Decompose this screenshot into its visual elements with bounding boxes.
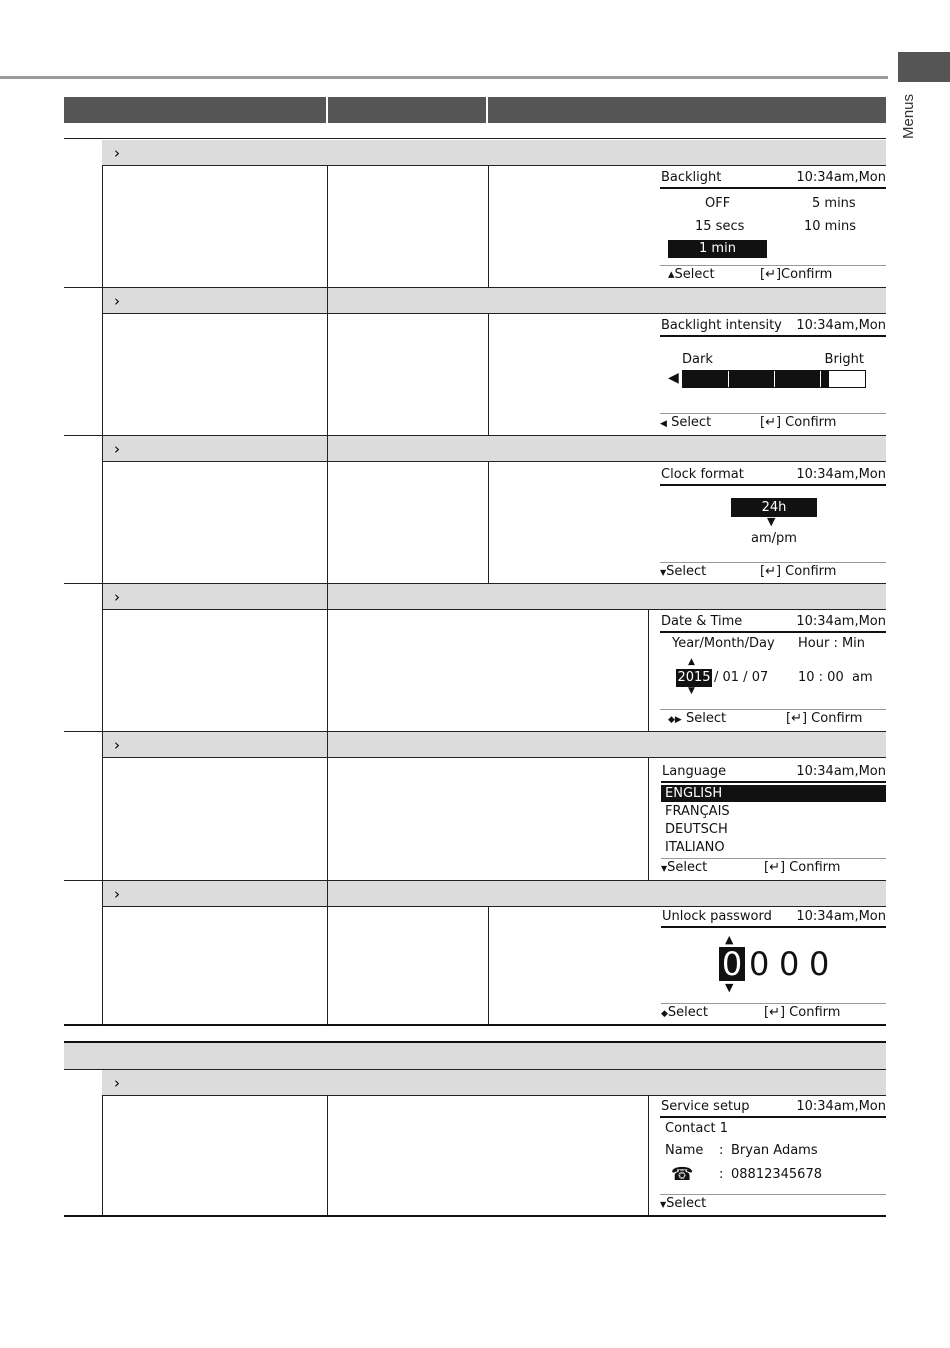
divider	[102, 461, 886, 462]
language-item[interactable]: FRANÇAIS	[665, 804, 730, 819]
screen-title: Date & Time	[661, 614, 743, 629]
footer-select: ▴Select	[668, 267, 715, 282]
screen-title: Language	[662, 764, 727, 779]
submenu-row-service: ›	[102, 1070, 886, 1096]
down-arrow-icon: ▼	[660, 568, 667, 577]
language-item[interactable]: ITALIANO	[665, 840, 725, 855]
footer-select: ▼Select	[661, 860, 708, 875]
column-line	[327, 165, 328, 1025]
footer-confirm: [↵]Confirm	[760, 267, 833, 282]
intensity-slider[interactable]	[682, 370, 866, 388]
divider	[64, 731, 886, 732]
password-digit-selected[interactable]: 0	[719, 947, 745, 981]
submenu-row-intensity: ›	[102, 288, 886, 314]
screen-title: Service setup	[661, 1099, 750, 1114]
section-tab	[898, 52, 950, 82]
column-line	[488, 313, 489, 435]
down-arrow-icon: ▼	[661, 864, 668, 873]
lcd-unlock-password	[661, 907, 886, 1023]
divider	[102, 609, 886, 610]
section-end-rule	[64, 1024, 886, 1026]
section-header-band	[64, 1043, 886, 1069]
language-item[interactable]: DEUTSCH	[665, 822, 728, 837]
screen-time: 10:34am,Mon	[796, 318, 886, 333]
footer-confirm: [↵] Confirm	[760, 415, 837, 430]
option-24h-selected[interactable]: 24h	[731, 498, 817, 517]
column-line	[102, 165, 103, 1025]
screen-rule	[660, 1116, 886, 1118]
screen-time: 10:34am,Mon	[796, 467, 886, 482]
submenu-row-backlight: ›	[102, 140, 886, 166]
divider	[64, 138, 886, 139]
screen-rule	[660, 484, 886, 486]
label-dark: Dark	[682, 352, 713, 367]
column-line	[327, 1095, 328, 1216]
column-line	[488, 165, 489, 287]
screen-time: 10:34am,Mon	[796, 909, 886, 924]
screen-time: 10:34am,Mon	[796, 764, 886, 779]
column-line	[102, 1095, 103, 1216]
name-value: Bryan Adams	[731, 1143, 818, 1158]
option-5-mins[interactable]: 5 mins	[812, 196, 856, 211]
screen-rule	[661, 781, 886, 783]
lcd-backlight-intensity	[660, 316, 886, 434]
submenu-row-language: ›	[102, 732, 886, 758]
language-item-selected[interactable]: ENGLISH	[661, 785, 886, 802]
date-month-day[interactable]: / 01 / 07	[714, 670, 769, 685]
telephone-icon: ☎	[671, 1164, 694, 1185]
lcd-service-setup	[660, 1097, 886, 1214]
name-separator: :	[719, 1143, 724, 1158]
top-rule	[0, 76, 888, 79]
screen-time: 10:34am,Mon	[796, 614, 886, 629]
section-tab-label: Menus	[900, 93, 918, 140]
divider	[102, 757, 886, 758]
table-header-col1	[64, 97, 326, 123]
down-arrow-icon: ▼	[688, 686, 695, 696]
column-line	[488, 906, 489, 1024]
screen-footer-rule	[661, 858, 886, 859]
screen-footer-rule	[660, 1194, 886, 1195]
screen-rule	[660, 631, 886, 633]
column-line	[648, 1095, 649, 1216]
password-digit[interactable]: 0	[749, 945, 770, 983]
divider	[64, 435, 886, 436]
screen-title: Clock format	[661, 467, 744, 482]
password-digit[interactable]: 0	[779, 945, 800, 983]
up-arrow-icon: ▴	[668, 267, 675, 282]
footer-select: ◆Select	[661, 1005, 709, 1020]
screen-time: 10:34am,Mon	[796, 1099, 886, 1114]
intensity-fill	[683, 371, 829, 387]
table-header-col3	[488, 97, 886, 123]
up-arrow-icon: ▲	[725, 933, 734, 946]
screen-footer-rule	[661, 1003, 886, 1004]
up-arrow-icon: ▲	[688, 657, 695, 667]
footer-confirm: [↵] Confirm	[786, 711, 863, 726]
column-line	[648, 757, 649, 880]
label-bright: Bright	[824, 352, 864, 367]
name-label: Name	[665, 1143, 704, 1158]
option-15-secs[interactable]: 15 secs	[695, 219, 745, 234]
lcd-date-time	[660, 612, 886, 730]
submenu-row-password: ›	[102, 881, 886, 907]
option-off[interactable]: OFF	[705, 196, 731, 211]
screen-footer-rule	[660, 413, 886, 414]
option-ampm[interactable]: am/pm	[751, 531, 797, 546]
footer-confirm: [↵] Confirm	[764, 1005, 841, 1020]
screen-title: Backlight	[661, 170, 722, 185]
footer-confirm: [↵] Confirm	[764, 860, 841, 875]
divider	[64, 880, 886, 881]
footer-select: ◀ Select	[660, 415, 712, 430]
down-arrow-icon: ▼	[725, 981, 734, 994]
screen-title: Backlight intensity	[661, 318, 782, 333]
divider	[102, 165, 886, 166]
option-1-min-selected[interactable]: 1 min	[668, 240, 767, 258]
lcd-language	[661, 762, 886, 880]
section-end-rule	[64, 1215, 886, 1217]
left-arrow-icon: ◀	[660, 419, 667, 429]
left-arrow-icon[interactable]: ◀	[668, 370, 679, 386]
submenu-row-clock: ›	[102, 436, 886, 462]
lcd-clock-format	[660, 465, 886, 581]
column-line	[488, 461, 489, 583]
four-way-arrow-icon: ◆▶	[668, 715, 682, 725]
screen-rule	[660, 187, 886, 189]
down-arrow-icon: ▼	[767, 515, 776, 528]
screen-rule	[661, 926, 886, 928]
column-line	[648, 609, 649, 731]
phone-value: 08812345678	[731, 1167, 822, 1182]
password-digit[interactable]: 0	[809, 945, 830, 983]
screen-footer-rule	[660, 709, 886, 710]
submenu-row-datetime: ›	[102, 584, 886, 610]
footer-select: ▼Select	[660, 564, 707, 579]
divider	[102, 1095, 886, 1096]
screen-footer-rule	[660, 562, 886, 563]
time-value[interactable]: 10 : 00 am	[798, 670, 873, 685]
lcd-backlight	[660, 168, 886, 286]
contact-label: Contact 1	[665, 1121, 728, 1136]
screen-title: Unlock password	[662, 909, 772, 924]
label-hour-min: Hour : Min	[798, 636, 866, 651]
divider	[64, 287, 886, 288]
option-10-mins[interactable]: 10 mins	[804, 219, 856, 234]
screen-time: 10:34am,Mon	[796, 170, 886, 185]
down-arrow-icon: ▼	[660, 1200, 667, 1209]
label-year-month-day: Year/Month/Day	[672, 636, 775, 651]
table-header-col2	[328, 97, 486, 123]
screen-footer-rule	[660, 265, 886, 266]
footer-confirm: [↵] Confirm	[760, 564, 837, 579]
footer-select: ▼Select	[660, 1196, 707, 1211]
year-field-selected[interactable]: 2015	[677, 670, 711, 685]
divider	[64, 583, 886, 584]
phone-separator: :	[719, 1167, 724, 1182]
footer-select: ◆▶ Select	[668, 711, 727, 726]
screen-rule	[660, 335, 886, 337]
up-down-arrow-icon: ◆	[661, 1009, 668, 1019]
divider	[102, 313, 886, 314]
